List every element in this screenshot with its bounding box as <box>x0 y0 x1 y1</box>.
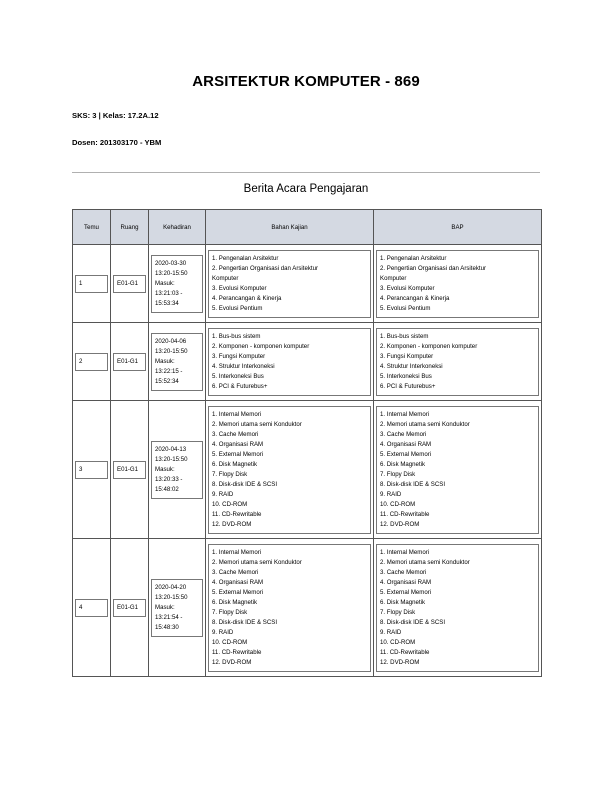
bahan-kajian-item: 11. CD-Rewritable <box>212 648 262 656</box>
kehadiran-line: 13:20-15:50 <box>155 455 188 463</box>
bap-item: 2. Memori utama semi Konduktor <box>380 558 470 566</box>
kehadiran-line: 13:20-15:50 <box>155 269 188 277</box>
bahan-kajian-item: 12. DVD-ROM <box>212 520 252 528</box>
kehadiran-line: 2020-04-20 <box>155 583 187 591</box>
bap-item: 9. RAID <box>380 628 402 636</box>
cell-temu <box>73 401 111 539</box>
kehadiran-line: 2020-03-30 <box>155 259 187 267</box>
kehadiran-line: 13:21:03 - <box>155 289 183 297</box>
bahan-kajian-item: Komputer <box>212 274 239 282</box>
cell-bahan-kajian <box>206 323 374 401</box>
page-title: ARSITEKTUR KOMPUTER - 869 <box>192 73 420 90</box>
cell-bahan-kajian <box>206 539 374 677</box>
kehadiran-line: 13:20-15:50 <box>155 347 188 355</box>
temu-value: 4 <box>79 603 83 611</box>
bahan-kajian-item: 3. Evolusi Komputer <box>212 284 267 292</box>
cell-kehadiran-box <box>152 442 202 498</box>
cell-bahan-kajian-box <box>209 545 370 671</box>
bahan-kajian-item: 3. Fungsi Komputer <box>212 352 266 360</box>
bahan-kajian-item: 6. Disk Magnetik <box>212 598 258 606</box>
bap-item: 6. PCI & Futurebus+ <box>380 382 436 390</box>
cell-temu <box>73 539 111 677</box>
bap-item: 9. RAID <box>380 490 402 498</box>
bahan-kajian-item: 12. DVD-ROM <box>212 658 252 666</box>
kehadiran-line: Masuk: <box>155 279 175 287</box>
bahan-kajian-item: 4. Organisasi RAM <box>212 440 264 448</box>
bap-item: 3. Cache Memori <box>380 568 427 576</box>
cell-kehadiran <box>149 245 206 323</box>
bahan-kajian-item: 5. Interkoneksi Bus <box>212 372 264 380</box>
kehadiran-line: Masuk: <box>155 357 175 365</box>
temu-value: 3 <box>79 465 83 473</box>
bahan-kajian-item: 8. Disk-disk IDE & SCSI <box>212 618 278 626</box>
table-row <box>73 245 542 323</box>
header-bap: BAP <box>374 210 542 245</box>
cell-ruang <box>111 539 149 677</box>
kehadiran-line: 13:21:54 - <box>155 613 183 621</box>
bahan-kajian-item: 1. Bus-bus sistem <box>212 332 261 340</box>
header-bahan-kajian: Bahan Kajian <box>206 210 374 245</box>
cell-bahan-kajian <box>206 401 374 539</box>
cell-ruang <box>111 245 149 323</box>
lecturer-line: Dosen: 201303170 - YBM <box>72 138 162 147</box>
cell-temu-box <box>76 354 107 370</box>
header-ruang: Ruang <box>111 210 149 245</box>
table-row <box>73 323 542 401</box>
kehadiran-line: 15:53:34 <box>155 299 179 307</box>
bap-item: 10. CD-ROM <box>380 638 416 646</box>
table-row <box>73 401 542 539</box>
header-kehadiran: Kehadiran <box>149 210 206 245</box>
ruang-value: E01-G1 <box>117 603 139 611</box>
cell-temu <box>73 323 111 401</box>
bahan-kajian-item: 10. CD-ROM <box>212 500 248 508</box>
bap-item: 4. Organisasi RAM <box>380 578 432 586</box>
bap-item: 11. CD-Rewritable <box>380 510 430 518</box>
bap-item: 2. Komponen - komponen komputer <box>380 342 478 350</box>
ruang-value: E01-G1 <box>117 465 139 473</box>
bap-item: 3. Cache Memori <box>380 430 427 438</box>
bahan-kajian-item: 3. Cache Memori <box>212 430 259 438</box>
bahan-kajian-item: 6. PCI & Futurebus+ <box>212 382 268 390</box>
bahan-kajian-item: 8. Disk-disk IDE & SCSI <box>212 480 278 488</box>
bahan-kajian-item: 2. Memori utama semi Konduktor <box>212 558 302 566</box>
cell-bahan-kajian-box <box>209 251 370 317</box>
bahan-kajian-item: 2. Komponen - komponen komputer <box>212 342 310 350</box>
bahan-kajian-item: 10. CD-ROM <box>212 638 248 646</box>
bap-item: 5. Interkoneksi Bus <box>380 372 432 380</box>
bahan-kajian-item: 4. Struktur Interkoneksi <box>212 362 275 370</box>
bap-item: 5. Evolusi Pentium <box>380 304 431 312</box>
bahan-kajian-item: 7. Flopy Disk <box>212 470 248 478</box>
ruang-value: E01-G1 <box>117 357 139 365</box>
cell-kehadiran-box <box>152 256 202 312</box>
kehadiran-line: 13:20-15:50 <box>155 593 188 601</box>
bahan-kajian-item: 5. External Memori <box>212 450 264 458</box>
cell-bap <box>374 539 542 677</box>
kehadiran-line: 13:20:33 - <box>155 475 183 483</box>
cell-ruang <box>111 323 149 401</box>
bap-item: 12. DVD-ROM <box>380 658 420 666</box>
kehadiran-line: 2020-04-13 <box>155 445 187 453</box>
kehadiran-line: 13:22:15 - <box>155 367 183 375</box>
temu-value: 1 <box>79 279 83 287</box>
ruang-value: E01-G1 <box>117 279 139 287</box>
bahan-kajian-item: 2. Memori utama semi Konduktor <box>212 420 302 428</box>
bap-item: 4. Organisasi RAM <box>380 440 432 448</box>
bahan-kajian-item: 7. Flopy Disk <box>212 608 248 616</box>
kehadiran-line: Masuk: <box>155 465 175 473</box>
bap-item: 5. External Memori <box>380 588 432 596</box>
bap-item: 4. Perancangan & Kinerja <box>380 294 450 302</box>
cell-ruang-box <box>114 276 145 292</box>
cell-temu-box <box>76 276 107 292</box>
cell-kehadiran-box <box>152 334 202 390</box>
cell-bahan-kajian-box <box>209 407 370 533</box>
bap-item: 8. Disk-disk IDE & SCSI <box>380 480 446 488</box>
bap-item: 12. DVD-ROM <box>380 520 420 528</box>
cell-ruang-box <box>114 354 145 370</box>
cell-kehadiran <box>149 539 206 677</box>
header-divider <box>72 172 540 173</box>
bahan-kajian-item: 5. Evolusi Pentium <box>212 304 263 312</box>
cell-bahan-kajian-box <box>209 329 370 395</box>
cell-kehadiran-box <box>152 580 202 636</box>
bahan-kajian-item: 4. Perancangan & Kinerja <box>212 294 282 302</box>
bap-item: 1. Bus-bus sistem <box>380 332 429 340</box>
bap-item: 3. Evolusi Komputer <box>380 284 435 292</box>
cell-ruang <box>111 401 149 539</box>
cell-bahan-kajian <box>206 245 374 323</box>
cell-temu-box <box>76 600 107 616</box>
section-title: Berita Acara Pengajaran <box>243 183 369 195</box>
cell-ruang-box <box>114 600 145 616</box>
bap-item: 3. Fungsi Komputer <box>380 352 434 360</box>
table-header-row <box>73 210 542 245</box>
cell-bap-box <box>377 251 538 317</box>
bap-item: 5. External Memori <box>380 450 432 458</box>
bap-item: 8. Disk-disk IDE & SCSI <box>380 618 446 626</box>
bahan-kajian-item: 1. Internal Memori <box>212 410 262 418</box>
temu-value: 2 <box>79 357 83 365</box>
bap-item: 1. Internal Memori <box>380 548 430 556</box>
cell-bap-box <box>377 545 538 671</box>
kehadiran-line: Masuk: <box>155 603 175 611</box>
bap-item: 7. Flopy Disk <box>380 608 416 616</box>
cell-bap-box <box>377 329 538 395</box>
kehadiran-line: 2020-04-06 <box>155 337 187 345</box>
kehadiran-line: 15:52:34 <box>155 377 179 385</box>
cell-kehadiran <box>149 323 206 401</box>
cell-bap <box>374 245 542 323</box>
sks-class-line: SKS: 3 | Kelas: 17.2A.12 <box>72 111 159 120</box>
bap-item: 1. Pengenalan Arsitektur <box>380 254 447 262</box>
bahan-kajian-item: 9. RAID <box>212 628 234 636</box>
bahan-kajian-item: 11. CD-Rewritable <box>212 510 262 518</box>
bahan-kajian-item: 2. Pengertian Organisasi dan Arsitektur <box>212 264 319 272</box>
bap-item: 7. Flopy Disk <box>380 470 416 478</box>
bap-item: Komputer <box>380 274 407 282</box>
bahan-kajian-item: 6. Disk Magnetik <box>212 460 258 468</box>
cell-bap <box>374 401 542 539</box>
cell-bap-box <box>377 407 538 533</box>
bap-item: 2. Pengertian Organisasi dan Arsitektur <box>380 264 487 272</box>
bahan-kajian-item: 9. RAID <box>212 490 234 498</box>
bap-item: 11. CD-Rewritable <box>380 648 430 656</box>
cell-bap <box>374 323 542 401</box>
kehadiran-line: 15:48:30 <box>155 623 179 631</box>
bahan-kajian-item: 4. Organisasi RAM <box>212 578 264 586</box>
bap-item: 2. Memori utama semi Konduktor <box>380 420 470 428</box>
bahan-kajian-item: 1. Pengenalan Arsitektur <box>212 254 279 262</box>
cell-ruang-box <box>114 462 145 478</box>
cell-temu <box>73 245 111 323</box>
bap-item: 6. Disk Magnetik <box>380 598 426 606</box>
kehadiran-line: 15:48:02 <box>155 485 179 493</box>
bahan-kajian-item: 3. Cache Memori <box>212 568 259 576</box>
bap-item: 10. CD-ROM <box>380 500 416 508</box>
table-row <box>73 539 542 677</box>
bahan-kajian-item: 5. External Memori <box>212 588 264 596</box>
bahan-kajian-item: 1. Internal Memori <box>212 548 262 556</box>
header-temu: Temu <box>73 210 111 245</box>
cell-kehadiran <box>149 401 206 539</box>
bap-item: 6. Disk Magnetik <box>380 460 426 468</box>
bap-table <box>72 209 542 677</box>
bap-item: 4. Struktur Interkoneksi <box>380 362 443 370</box>
bap-item: 1. Internal Memori <box>380 410 430 418</box>
cell-temu-box <box>76 462 107 478</box>
